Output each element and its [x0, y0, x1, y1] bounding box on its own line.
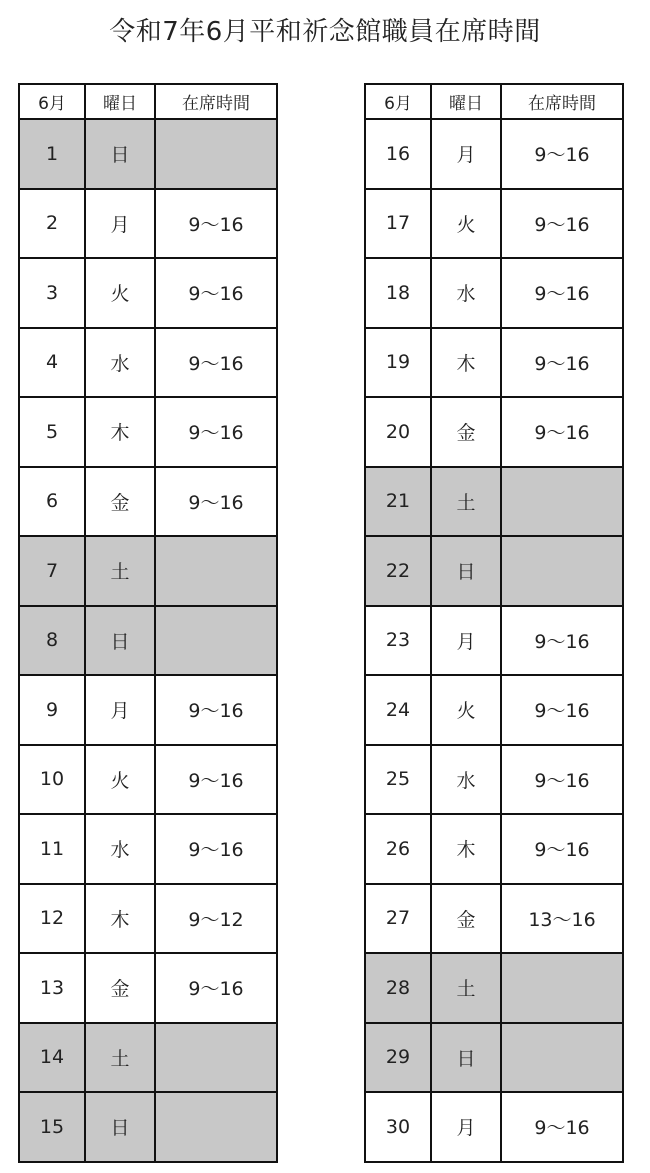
- day-cell: 1: [19, 119, 85, 189]
- weekday-cell: 金: [431, 884, 501, 954]
- weekday-cell: 月: [431, 119, 501, 189]
- table-row: [19, 745, 277, 815]
- table-row: [365, 953, 623, 1023]
- day-cell: 9: [19, 675, 85, 745]
- weekday-cell: 日: [431, 1023, 501, 1093]
- day-cell: 19: [365, 328, 431, 398]
- weekday-cell: 日: [85, 119, 155, 189]
- schedule-body-right: [365, 119, 623, 1162]
- time-cell: 9～16: [501, 745, 623, 815]
- day-cell: 20: [365, 397, 431, 467]
- day-cell: 26: [365, 814, 431, 884]
- day-cell: 25: [365, 745, 431, 815]
- weekday-cell: 木: [85, 397, 155, 467]
- time-cell: 9～16: [155, 467, 277, 537]
- day-cell: 15: [19, 1092, 85, 1162]
- weekday-cell: 木: [431, 328, 501, 398]
- time-cell: [501, 1023, 623, 1093]
- column-header-time: 在席時間: [155, 84, 277, 119]
- column-header-day: 6月: [365, 84, 431, 119]
- schedule-table-right: [364, 83, 624, 1163]
- weekday-cell: 金: [85, 467, 155, 537]
- table-row: [365, 189, 623, 259]
- table-row: [365, 536, 623, 606]
- weekday-cell: 火: [431, 675, 501, 745]
- day-cell: 7: [19, 536, 85, 606]
- time-cell: 9～16: [501, 675, 623, 745]
- weekday-cell: 水: [85, 328, 155, 398]
- table-header-row: [365, 84, 623, 119]
- time-cell: 9～16: [501, 397, 623, 467]
- weekday-cell: 土: [85, 536, 155, 606]
- time-cell: 9～16: [501, 189, 623, 259]
- table-row: [19, 606, 277, 676]
- time-cell: 9～16: [501, 1092, 623, 1162]
- table-row: [19, 467, 277, 537]
- time-cell: 9～12: [155, 884, 277, 954]
- day-cell: 10: [19, 745, 85, 815]
- table-row: [365, 328, 623, 398]
- table-row: [365, 884, 623, 954]
- schedule-table-left: [18, 83, 278, 1163]
- time-cell: 9～16: [501, 814, 623, 884]
- day-cell: 6: [19, 467, 85, 537]
- column-header-weekday: 曜日: [431, 84, 501, 119]
- weekday-cell: 月: [431, 1092, 501, 1162]
- column-header-time: 在席時間: [501, 84, 623, 119]
- day-cell: 28: [365, 953, 431, 1023]
- day-cell: 22: [365, 536, 431, 606]
- table-header-row: [19, 84, 277, 119]
- day-cell: 17: [365, 189, 431, 259]
- time-cell: [155, 1092, 277, 1162]
- weekday-cell: 木: [85, 884, 155, 954]
- table-row: [365, 397, 623, 467]
- page-title: 令和7年6月平和祈念館職員在席時間: [109, 17, 541, 47]
- time-cell: 13～16: [501, 884, 623, 954]
- time-cell: 9～16: [155, 328, 277, 398]
- table-row: [19, 1023, 277, 1093]
- time-cell: [501, 467, 623, 537]
- weekday-cell: 土: [431, 953, 501, 1023]
- weekday-cell: 火: [85, 745, 155, 815]
- weekday-cell: 月: [85, 189, 155, 259]
- day-cell: 23: [365, 606, 431, 676]
- table-row: [365, 814, 623, 884]
- weekday-cell: 月: [431, 606, 501, 676]
- weekday-cell: 日: [431, 536, 501, 606]
- time-cell: 9～16: [501, 119, 623, 189]
- day-cell: 29: [365, 1023, 431, 1093]
- day-cell: 30: [365, 1092, 431, 1162]
- table-row: [365, 675, 623, 745]
- table-row: [365, 1092, 623, 1162]
- weekday-cell: 水: [85, 814, 155, 884]
- weekday-cell: 木: [431, 814, 501, 884]
- table-row: [19, 814, 277, 884]
- table-row: [19, 397, 277, 467]
- day-cell: 4: [19, 328, 85, 398]
- column-header-weekday: 曜日: [85, 84, 155, 119]
- weekday-cell: 水: [431, 745, 501, 815]
- day-cell: 3: [19, 258, 85, 328]
- table-row: [19, 1092, 277, 1162]
- table-row: [365, 745, 623, 815]
- time-cell: 9～16: [155, 397, 277, 467]
- time-cell: 9～16: [155, 258, 277, 328]
- weekday-cell: 火: [431, 189, 501, 259]
- time-cell: [155, 1023, 277, 1093]
- weekday-cell: 日: [85, 606, 155, 676]
- day-cell: 21: [365, 467, 431, 537]
- table-row: [19, 953, 277, 1023]
- day-cell: 27: [365, 884, 431, 954]
- weekday-cell: 月: [85, 675, 155, 745]
- time-cell: [155, 606, 277, 676]
- time-cell: 9～16: [155, 814, 277, 884]
- time-cell: 9～16: [501, 328, 623, 398]
- day-cell: 18: [365, 258, 431, 328]
- table-row: [365, 467, 623, 537]
- time-cell: [155, 536, 277, 606]
- day-cell: 13: [19, 953, 85, 1023]
- day-cell: 5: [19, 397, 85, 467]
- time-cell: [501, 536, 623, 606]
- table-row: [19, 119, 277, 189]
- time-cell: [155, 119, 277, 189]
- table-row: [365, 258, 623, 328]
- day-cell: 16: [365, 119, 431, 189]
- weekday-cell: 日: [85, 1092, 155, 1162]
- weekday-cell: 金: [85, 953, 155, 1023]
- day-cell: 8: [19, 606, 85, 676]
- time-cell: 9～16: [155, 953, 277, 1023]
- table-row: [19, 675, 277, 745]
- table-row: [19, 884, 277, 954]
- table-row: [19, 258, 277, 328]
- time-cell: 9～16: [501, 258, 623, 328]
- table-row: [365, 1023, 623, 1093]
- table-row: [19, 328, 277, 398]
- weekday-cell: 火: [85, 258, 155, 328]
- day-cell: 12: [19, 884, 85, 954]
- weekday-cell: 金: [431, 397, 501, 467]
- table-row: [365, 119, 623, 189]
- time-cell: 9～16: [155, 745, 277, 815]
- weekday-cell: 土: [85, 1023, 155, 1093]
- time-cell: [501, 953, 623, 1023]
- table-row: [365, 606, 623, 676]
- weekday-cell: 水: [431, 258, 501, 328]
- day-cell: 2: [19, 189, 85, 259]
- column-header-day: 6月: [19, 84, 85, 119]
- table-row: [19, 189, 277, 259]
- table-row: [19, 536, 277, 606]
- time-cell: 9～16: [155, 675, 277, 745]
- schedule-body-left: [19, 119, 277, 1162]
- time-cell: 9～16: [155, 189, 277, 259]
- day-cell: 11: [19, 814, 85, 884]
- day-cell: 14: [19, 1023, 85, 1093]
- weekday-cell: 土: [431, 467, 501, 537]
- day-cell: 24: [365, 675, 431, 745]
- time-cell: 9～16: [501, 606, 623, 676]
